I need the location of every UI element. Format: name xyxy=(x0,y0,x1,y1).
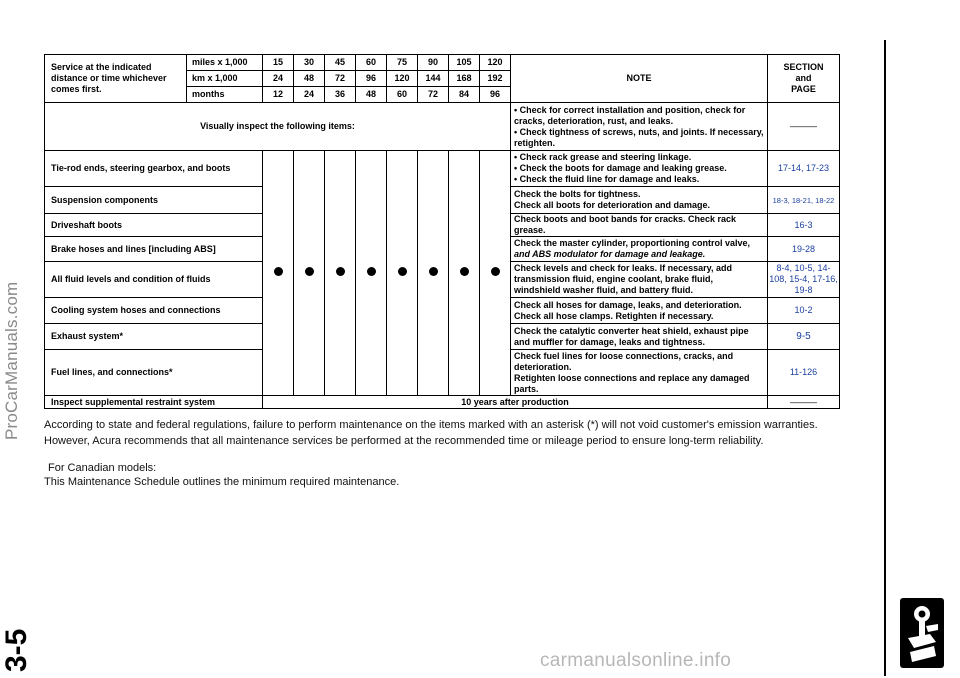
months-label: months xyxy=(187,87,263,103)
section-ref: 9-5 xyxy=(768,324,840,350)
note-fuel xyxy=(511,350,768,396)
note-line: • Check tightness of screws, nuts, and joints. If necessary, retighten. xyxy=(514,126,764,148)
note-line: Check the bolts for tightness. xyxy=(514,189,641,199)
note-line: • Check the fluid line for damage and leaks. xyxy=(514,174,700,184)
item-fuel-lines: Fuel lines, and connections* xyxy=(45,350,263,396)
note-line: windshield washer fluid, and battery fluid. xyxy=(514,285,694,295)
note-line: transmission fluid, engine coolant, brake fluid, xyxy=(514,274,714,284)
required-dot xyxy=(398,267,407,276)
section-ref: 18-3, 18-21, 18-22 xyxy=(768,187,840,214)
canadian-models-heading: For Canadian models: xyxy=(48,462,157,474)
srs-interval: 10 years after production xyxy=(263,396,768,409)
visual-inspect-note xyxy=(511,103,768,151)
section-ref: 11-126 xyxy=(768,350,840,396)
miles-cell: 120 xyxy=(480,55,511,71)
months-cell: 12 xyxy=(263,87,294,103)
km-cell: 168 xyxy=(449,71,480,87)
side-watermark: ProCarManuals.com xyxy=(2,281,21,440)
required-dot xyxy=(367,267,376,276)
miles-cell: 75 xyxy=(387,55,418,71)
note-tie-rod xyxy=(511,151,768,187)
note-driveshaft xyxy=(511,214,768,237)
miles-cell: 15 xyxy=(263,55,294,71)
km-cell: 48 xyxy=(294,71,325,87)
item-brake-hoses: Brake hoses and lines [including ABS] xyxy=(45,237,263,262)
note-line: Check all hose clamps. Retighten if necessary. xyxy=(514,310,714,321)
section-ref: 16-3 xyxy=(768,214,840,237)
note-line: • Check the boots for damage and leaking grease. xyxy=(514,163,727,173)
item-exhaust: Exhaust system* xyxy=(45,324,263,350)
interval-dot-cell xyxy=(418,151,449,396)
miles-cell: 90 xyxy=(418,55,449,71)
section-dash: ——— xyxy=(768,103,840,151)
months-cell: 96 xyxy=(480,87,511,103)
maintenance-wrench-icon xyxy=(900,598,944,668)
km-cell: 120 xyxy=(387,71,418,87)
item-suspension: Suspension components xyxy=(45,187,263,214)
section-label: SECTION xyxy=(783,62,824,72)
interval-dot-cell xyxy=(449,151,480,396)
note-cooling xyxy=(511,298,768,324)
page-label: PAGE xyxy=(791,84,816,94)
required-dot xyxy=(305,267,314,276)
note-line: and ABS modulator for damage and leakage. xyxy=(514,249,706,259)
item-cooling-hoses: Cooling system hoses and connections xyxy=(45,298,263,324)
months-cell: 84 xyxy=(449,87,480,103)
miles-cell: 45 xyxy=(325,55,356,71)
interval-dot-cell xyxy=(325,151,356,396)
interval-dot-cell xyxy=(387,151,418,396)
and-label: and xyxy=(795,73,812,83)
note-line: Check all hoses for damage, leaks, and deterioration. xyxy=(514,299,742,310)
required-dot xyxy=(336,267,345,276)
miles-cell: 30 xyxy=(294,55,325,71)
months-cell: 24 xyxy=(294,87,325,103)
note-line: Check boots and boot bands for cracks. Check rack grease. xyxy=(514,214,737,235)
visual-inspect-label: Visually inspect the following items: xyxy=(45,103,511,151)
note-header: NOTE xyxy=(511,55,768,103)
section-ref: 8-4, 10-5, 14-108, 15-4, 17-16, 19-8 xyxy=(768,262,840,298)
section-dash: ——— xyxy=(768,396,840,409)
required-dot xyxy=(274,267,283,276)
note-line: • Check for correct installation and position, check for cracks, deterioration, rust, and leaks. xyxy=(514,104,746,126)
required-dot xyxy=(491,267,500,276)
note-exhaust xyxy=(511,324,768,350)
miles-cell: 105 xyxy=(449,55,480,71)
note-line: deterioration. xyxy=(514,361,572,372)
km-cell: 144 xyxy=(418,71,449,87)
note-line: • Check rack grease and steering linkage. xyxy=(514,152,692,162)
note-line: Retighten loose connections and replace any damaged xyxy=(514,372,750,383)
note-line: Check all boots for deterioration and damage. xyxy=(514,200,711,210)
interval-dot-cell xyxy=(480,151,511,396)
item-fluid-levels: All fluid levels and condition of fluids xyxy=(45,262,263,298)
km-cell: 24 xyxy=(263,71,294,87)
km-label: km x 1,000 xyxy=(187,71,263,87)
interval-dot-cell xyxy=(263,151,294,396)
section-page-header xyxy=(768,55,840,103)
note-brake xyxy=(511,237,768,262)
note-line: and muffler for damage, leaks and tightness. xyxy=(514,336,706,347)
page-number: 3-5 xyxy=(0,628,33,672)
page-divider-line xyxy=(884,40,886,676)
canadian-models-text: This Maintenance Schedule outlines the minimum required maintenance. xyxy=(44,476,400,488)
miles-cell: 60 xyxy=(356,55,387,71)
note-line: Check the catalytic converter heat shield, exhaust pipe xyxy=(514,325,749,336)
note-line: Check levels and check for leaks. If necessary, add xyxy=(514,263,732,273)
note-line: Check fuel lines for loose connections, cracks, and xyxy=(514,350,734,361)
required-dot xyxy=(429,267,438,276)
km-cell: 96 xyxy=(356,71,387,87)
note-fluids xyxy=(511,262,768,298)
section-ref: 10-2 xyxy=(768,298,840,324)
required-dot xyxy=(460,267,469,276)
maintenance-schedule-table xyxy=(44,54,840,409)
interval-dot-cell xyxy=(294,151,325,396)
months-cell: 48 xyxy=(356,87,387,103)
months-cell: 72 xyxy=(418,87,449,103)
note-line: parts. xyxy=(514,383,539,394)
km-cell: 72 xyxy=(325,71,356,87)
item-driveshaft: Driveshaft boots xyxy=(45,214,263,237)
item-tie-rod: Tie-rod ends, steering gearbox, and boots xyxy=(45,151,263,187)
miles-label: miles x 1,000 xyxy=(187,55,263,71)
note-line: Check the master cylinder, proportioning control valve, xyxy=(514,238,751,248)
item-srs: Inspect supplemental restraint system xyxy=(45,396,263,409)
km-cell: 192 xyxy=(480,71,511,87)
months-cell: 36 xyxy=(325,87,356,103)
service-interval-header: Service at the indicated distance or time whichever comes first. xyxy=(45,55,187,103)
bottom-watermark: carmanualsonline.info xyxy=(540,650,732,671)
section-ref: 17-14, 17-23 xyxy=(768,151,840,187)
note-suspension xyxy=(511,187,768,214)
interval-dot-cell xyxy=(356,151,387,396)
months-cell: 60 xyxy=(387,87,418,103)
section-ref: 19-28 xyxy=(768,237,840,262)
emission-warranty-paragraph: According to state and federal regulations, failure to perform maintenance on the items marked with an asterisk (*) will not void customer's emission warranties. However, Acura recommends that all maintenance services be performed at the recommended time or mileage period to ensure long-term reliability. xyxy=(44,419,818,447)
